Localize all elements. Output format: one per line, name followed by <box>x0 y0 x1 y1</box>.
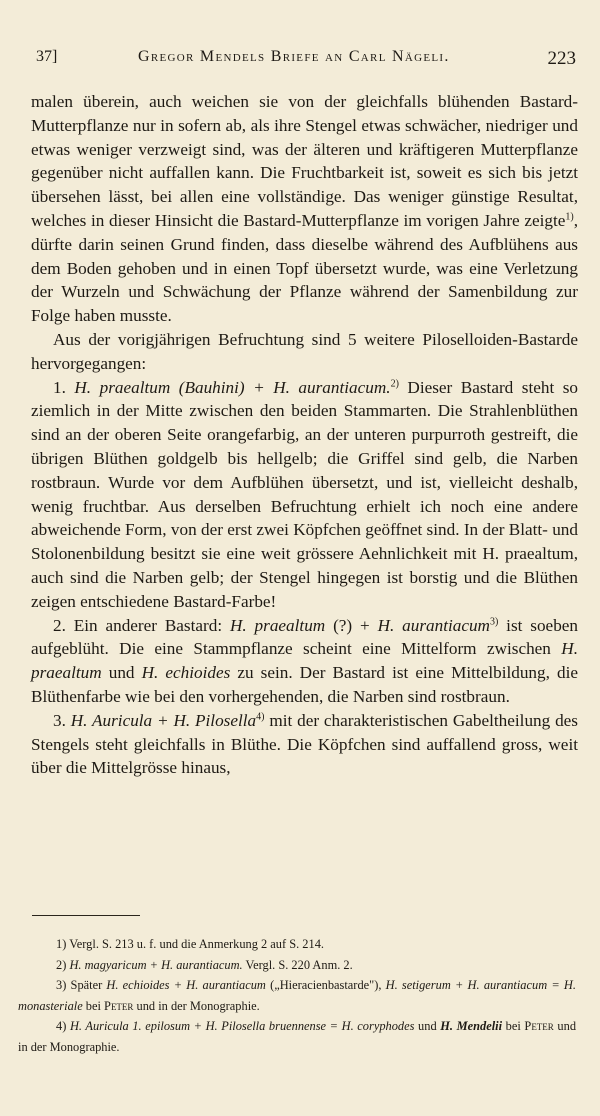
paragraph-text: , dürfte darin seinen Grund finden, dass dieselbe während des Aufblühens aus dem Boden gehoben und in einen Topf übersetzt wurde, was eine Verletzung der Wurzeln und Schwächung der Pflanze während der Samenbildung zur Folge haben musste. <box>31 210 578 326</box>
paragraph-2 <box>31 328 578 376</box>
footnote-ref-2: 2) <box>390 377 399 389</box>
footnote-ref-4: 4) <box>256 710 265 722</box>
species-name: H. setigerum + H. aurantiacum = H. monasteriale <box>18 978 576 1013</box>
author-name: Peter <box>524 1019 554 1033</box>
paragraph-text: Aus der vorigjährigen Befruchtung sind 5 weitere Piloselloiden-Bastarde hervorgegangen: <box>31 329 578 373</box>
paragraph-5 <box>31 709 578 780</box>
footnote-ref-1: 1) <box>565 211 574 223</box>
footnote-text: und in der Monographie. <box>18 1019 577 1054</box>
paragraph-text: ist soeben aufgeblüht. Die eine Stammpflanze scheint eine Mittelform zwischen <box>31 615 579 659</box>
paragraph-text: und <box>101 663 142 683</box>
running-header <box>36 48 576 78</box>
species-name: H. praealtum <box>229 615 326 635</box>
paragraph-text: Ein anderer Bastard: <box>65 615 230 635</box>
footnote-text: („Hieracienbastarde"), <box>265 978 386 992</box>
species-name: H. Auricula + H. Pilosella <box>70 710 257 730</box>
footnote-mark: 3) <box>56 978 67 992</box>
running-title: Gregor Mendels Briefe an Carl Nägeli. <box>138 48 450 65</box>
species-name: H. echioides + H. aurantiacum <box>106 978 266 992</box>
item-number: 2. <box>53 615 66 635</box>
footnote-text: Später <box>70 978 107 992</box>
chapter-number: 37] <box>36 48 58 65</box>
species-name: H. praealtum <box>31 639 578 683</box>
paragraph-4 <box>31 614 578 709</box>
footnote-text: und <box>414 1019 441 1033</box>
footnote-4 <box>18 1016 576 1057</box>
species-name: H. magyaricum + H. aurantiacum. <box>69 957 243 972</box>
footnote-3 <box>18 975 576 1016</box>
footnote-ref-3: 3) <box>489 615 499 627</box>
footnote-mark: 1) <box>56 937 67 951</box>
body-text <box>31 90 578 780</box>
footnote-divider <box>32 915 140 916</box>
species-name: H. praealtum (Bauhini) + H. aurantiacum. <box>74 377 391 397</box>
paragraph-1 <box>31 90 578 328</box>
item-number: 1. <box>53 377 66 397</box>
footnote-text: Vergl. S. 220 Anm. 2. <box>242 957 353 972</box>
species-name: H. aurantiacum <box>377 615 490 635</box>
page-number: 223 <box>547 48 576 69</box>
footnote-text: Vergl. S. 213 u. f. und die Anmerkung 2 auf S. 214. <box>69 937 324 951</box>
author-name: Peter <box>104 998 134 1013</box>
paragraph-text: mit der charakteristischen Gabeltheilung des Stengels steht gleichfalls in Blüthe. Die Köpfchen sind auffallend gross, weit über die Mittelgrösse hinaus, <box>31 710 578 778</box>
paragraph-text: (?) + <box>325 615 378 635</box>
footnote-1 <box>18 934 576 955</box>
paragraph-text: zu sein. Der Bastard ist eine Mittelbildung, die Blüthenfarbe wie bei den vorhergehenden, die Narben sind rostbraun. <box>31 663 578 706</box>
footnotes <box>18 934 576 1057</box>
species-name: H. echioides <box>141 663 231 683</box>
footnote-mark: 4) <box>56 1019 67 1033</box>
species-name: H. Auricula 1. epilosum + H. Pilosella bruennense = H. coryphodes <box>69 1019 415 1033</box>
footnote-mark: 2) <box>56 957 67 972</box>
species-name: H. Mendelii <box>440 1019 503 1033</box>
paragraph-text: Dieser Bastard steht so ziemlich in der Mitte zwischen den beiden Stammarten. Die Strahlenblüthen sind an der oberen Seite orangefarbig, an der unteren purpurroth gestreift, die übrigen Blüthen goldgelb bis hellgelb; die Griffel sind gelb, die Narben rostbraun. Wurde vor dem Aufblühen übersetzt, und ist, vielleicht deshalb, wenig fruchtbar. Aus derselben Befruchtung erhielt ich noch eine andere abweichende Form, von der erst zwei Köpfchen geöffnet sind. In der Blatt- und Stolonenbildung besitzt sie eine weit grössere Aehnlichkeit mit H. praealtum, auch sind die Narben gelb; der Stengel hingegen ist borstig und die Blüthen zeigen entschiedene Bastard-Farbe! <box>31 377 578 611</box>
footnote-text: bei <box>502 1019 525 1033</box>
footnote-2 <box>18 955 576 976</box>
footnote-text: und in der Monographie. <box>133 998 260 1013</box>
paragraph-3 <box>31 376 578 614</box>
footnote-text: bei <box>82 998 105 1013</box>
paragraph-text: malen überein, auch weichen sie von der gleichfalls blühenden Bastard-Mutterpflanze nur in sofern ab, als ihre Stengel etwas schwächer, niedriger und etwas weniger verzweigt sind, was der älteren und kräftigeren Mutterpflanze gegenüber nicht auffallen kann. Die Fruchtbarkeit ist, soweit es sich bis jetzt übersehen lässt, bei allen eine vollständige. Das weniger günstige Resultat, welches in dieser Hinsicht die Bastard-Mutterpflanze im vorigen Jahre zeigte <box>31 92 578 230</box>
item-number: 3. <box>53 710 66 730</box>
